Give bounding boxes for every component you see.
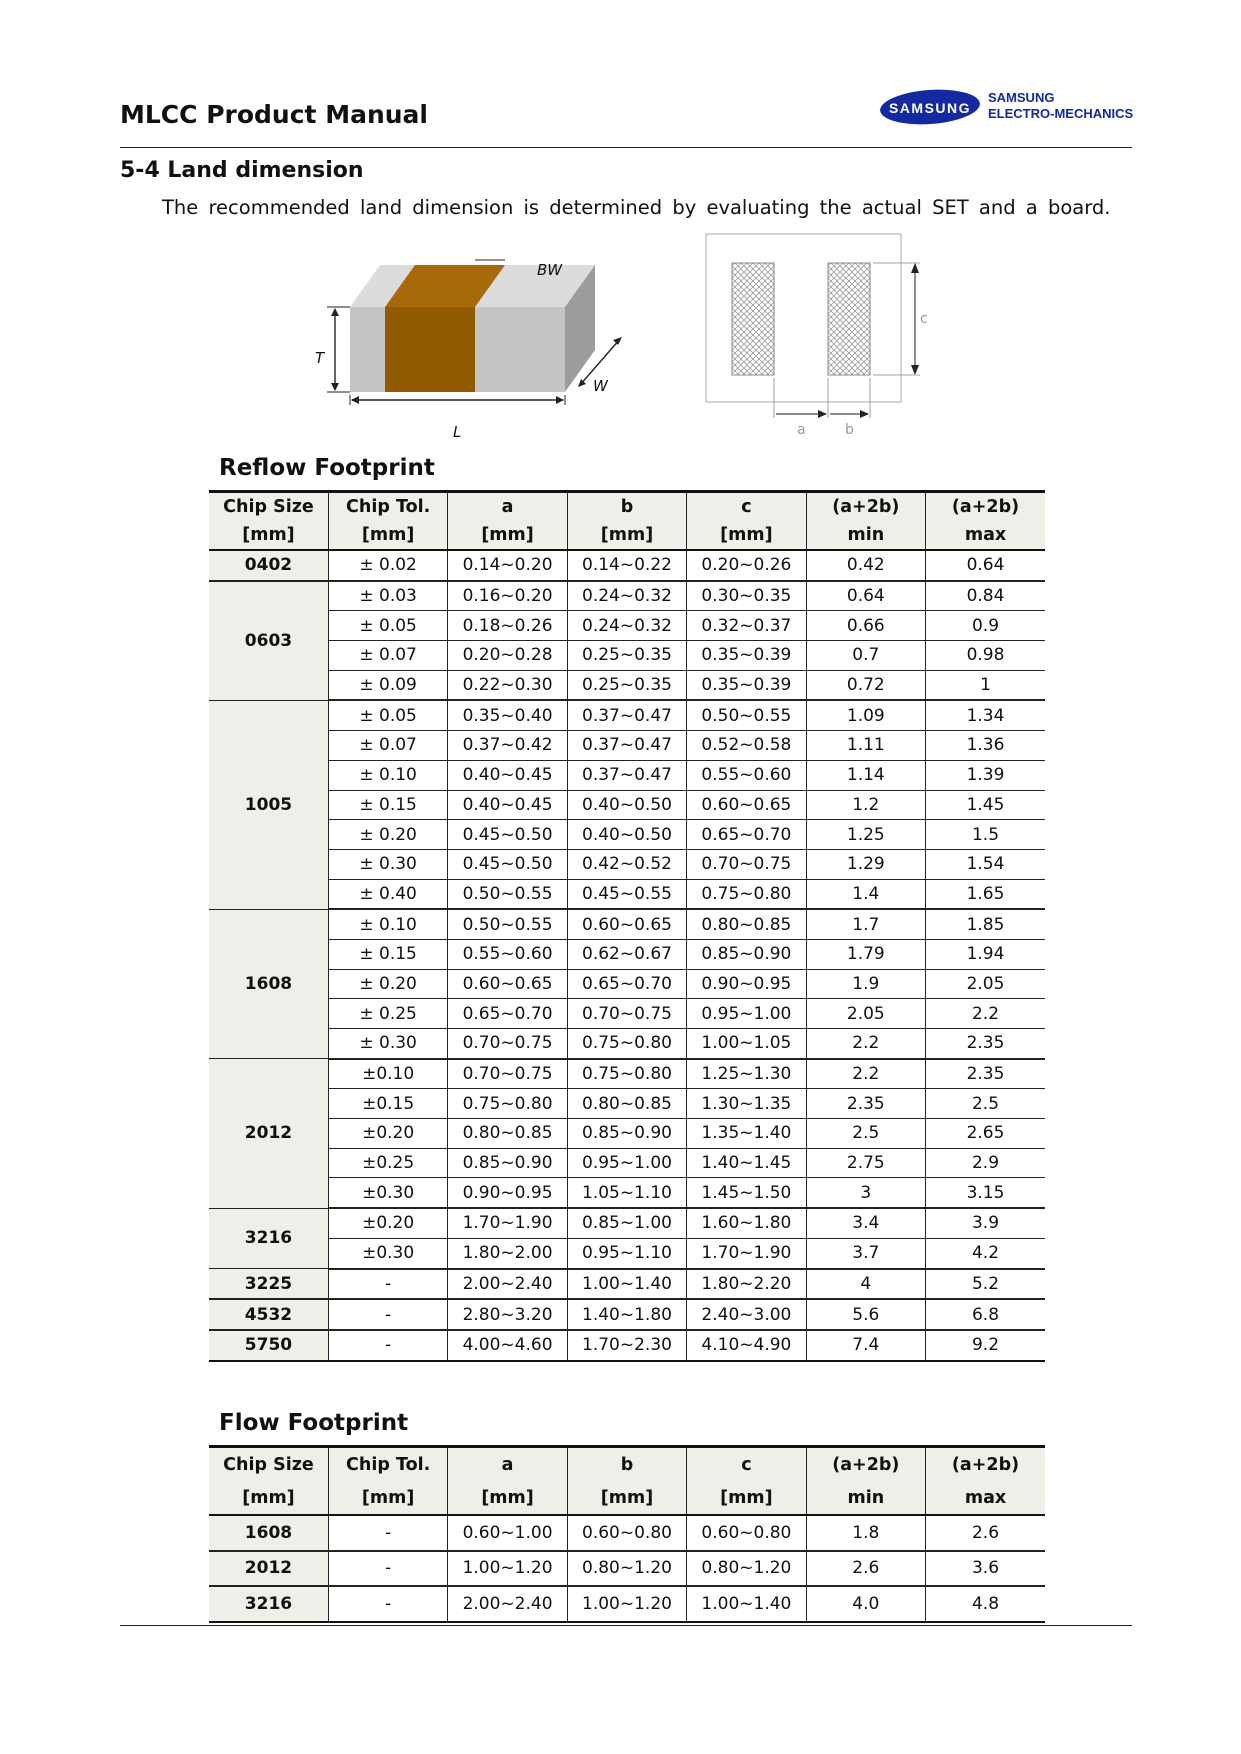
b-range-cell: 0.75~0.80 xyxy=(567,1059,686,1089)
intro-text: The recommended land dimension is determined by evaluating the actual SET and a board. xyxy=(162,196,1111,219)
a2b-max-cell: 0.64 xyxy=(926,550,1045,581)
chip-size-cell: 1608 xyxy=(209,909,328,1058)
a2b-max-cell: 9.2 xyxy=(926,1330,1045,1361)
chip-tol-cell: ± 0.02 xyxy=(328,550,447,581)
table-row xyxy=(209,1029,1045,1059)
b-range-cell: 1.00~1.20 xyxy=(567,1586,686,1622)
a2b-min-cell: 4.0 xyxy=(806,1586,925,1622)
b-range-cell: 0.62~0.67 xyxy=(567,939,686,969)
a2b-min-cell: 0.7 xyxy=(806,641,925,671)
b-range-cell: 0.24~0.32 xyxy=(567,611,686,641)
column-header-chip-size: [mm] xyxy=(209,1481,328,1515)
a2b-max-cell: 3.9 xyxy=(926,1208,1045,1238)
b-range-cell: 0.80~0.85 xyxy=(567,1089,686,1119)
header-divider xyxy=(120,147,1132,148)
a-range-cell: 0.85~0.90 xyxy=(448,1148,567,1178)
column-header-a2b-min: min xyxy=(806,521,925,550)
a-range-cell: 0.70~0.75 xyxy=(448,1059,567,1089)
a-range-cell: 0.40~0.45 xyxy=(448,790,567,820)
b-range-cell: 0.60~0.80 xyxy=(567,1515,686,1551)
b-range-cell: 0.25~0.35 xyxy=(567,670,686,700)
table-row xyxy=(209,1299,1045,1330)
a-range-cell: 4.00~4.60 xyxy=(448,1330,567,1361)
chip-size-cell: 3216 xyxy=(209,1586,328,1622)
column-header-a2b-min: (a+2b) xyxy=(806,492,925,522)
chip-label-bw: BW xyxy=(537,261,563,279)
table-row xyxy=(209,670,1045,700)
b-range-cell: 0.40~0.50 xyxy=(567,820,686,850)
b-range-cell: 0.95~1.10 xyxy=(567,1238,686,1268)
a2b-min-cell: 7.4 xyxy=(806,1330,925,1361)
table-row xyxy=(209,879,1045,909)
table-row xyxy=(209,820,1045,850)
a2b-min-cell: 3 xyxy=(806,1178,925,1208)
c-range-cell: 0.52~0.58 xyxy=(687,731,806,761)
a2b-max-cell: 4.8 xyxy=(926,1586,1045,1622)
b-range-cell: 0.80~1.20 xyxy=(567,1551,686,1587)
b-range-cell: 1.00~1.40 xyxy=(567,1269,686,1300)
chip-tol-cell: ±0.20 xyxy=(328,1208,447,1238)
table-row xyxy=(209,1586,1045,1622)
chip-tol-cell: ± 0.25 xyxy=(328,999,447,1029)
b-range-cell: 0.60~0.65 xyxy=(567,909,686,939)
c-range-cell: 1.35~1.40 xyxy=(687,1119,806,1149)
chip-tol-cell: - xyxy=(328,1269,447,1300)
a2b-max-cell: 5.2 xyxy=(926,1269,1045,1300)
table-row xyxy=(209,1059,1045,1089)
chip-tol-cell: ± 0.07 xyxy=(328,731,447,761)
a-range-cell: 0.40~0.45 xyxy=(448,760,567,790)
a-range-cell: 0.60~0.65 xyxy=(448,969,567,999)
chip-tol-cell: ±0.30 xyxy=(328,1238,447,1268)
a2b-min-cell: 4 xyxy=(806,1269,925,1300)
c-range-cell: 0.65~0.70 xyxy=(687,820,806,850)
a-range-cell: 0.70~0.75 xyxy=(448,1029,567,1059)
c-range-cell: 0.95~1.00 xyxy=(687,999,806,1029)
a-range-cell: 0.16~0.20 xyxy=(448,581,567,611)
a2b-max-cell: 2.5 xyxy=(926,1089,1045,1119)
b-range-cell: 0.95~1.00 xyxy=(567,1148,686,1178)
chip-tol-cell: ±0.10 xyxy=(328,1059,447,1089)
a2b-min-cell: 0.72 xyxy=(806,670,925,700)
reflow-footprint-caption: Reflow Footprint xyxy=(219,455,435,481)
c-range-cell: 0.60~0.80 xyxy=(687,1515,806,1551)
a-range-cell: 0.22~0.30 xyxy=(448,670,567,700)
table-row xyxy=(209,731,1045,761)
chip-tol-cell: ± 0.30 xyxy=(328,849,447,879)
chip-tol-cell: ± 0.20 xyxy=(328,969,447,999)
table-row xyxy=(209,581,1045,611)
c-range-cell: 1.30~1.35 xyxy=(687,1089,806,1119)
a2b-max-cell: 1.39 xyxy=(926,760,1045,790)
b-range-cell: 0.24~0.32 xyxy=(567,581,686,611)
c-range-cell: 0.35~0.39 xyxy=(687,641,806,671)
chip-tol-cell: - xyxy=(328,1330,447,1361)
b-range-cell: 1.05~1.10 xyxy=(567,1178,686,1208)
chip-size-cell: 3225 xyxy=(209,1269,328,1300)
section-title: 5-4 Land dimension xyxy=(120,158,364,183)
b-range-cell: 0.25~0.35 xyxy=(567,641,686,671)
chip-size-cell: 5750 xyxy=(209,1330,328,1361)
table-header-row xyxy=(209,492,1045,522)
land-label-a: a xyxy=(797,422,806,438)
a-range-cell: 2.00~2.40 xyxy=(448,1269,567,1300)
a2b-max-cell: 2.9 xyxy=(926,1148,1045,1178)
chip-tol-cell: ± 0.30 xyxy=(328,1029,447,1059)
column-header-a2b-min: (a+2b) xyxy=(806,1447,925,1482)
chip-size-cell: 1608 xyxy=(209,1515,328,1551)
column-header-a: [mm] xyxy=(448,521,567,550)
table-row xyxy=(209,790,1045,820)
table-header-row xyxy=(209,1481,1045,1515)
column-header-c: [mm] xyxy=(687,521,806,550)
a-range-cell: 0.45~0.50 xyxy=(448,849,567,879)
column-header-b: b xyxy=(567,1447,686,1482)
a2b-max-cell: 2.6 xyxy=(926,1515,1045,1551)
column-header-c: [mm] xyxy=(687,1481,806,1515)
table-row xyxy=(209,1330,1045,1361)
a2b-min-cell: 2.75 xyxy=(806,1148,925,1178)
chip-label-w: W xyxy=(593,377,608,395)
a2b-max-cell: 3.6 xyxy=(926,1551,1045,1587)
table-row xyxy=(209,1551,1045,1587)
a2b-max-cell: 0.9 xyxy=(926,611,1045,641)
table-row xyxy=(209,1148,1045,1178)
chip-tol-cell: ±0.20 xyxy=(328,1119,447,1149)
column-header-c: c xyxy=(687,1447,806,1482)
a2b-max-cell: 1.36 xyxy=(926,731,1045,761)
table-row xyxy=(209,700,1045,730)
a-range-cell: 1.70~1.90 xyxy=(448,1208,567,1238)
column-header-a2b-max: (a+2b) xyxy=(926,1447,1045,1482)
chip-tol-cell: - xyxy=(328,1551,447,1587)
c-range-cell: 1.25~1.30 xyxy=(687,1059,806,1089)
a2b-max-cell: 2.65 xyxy=(926,1119,1045,1149)
land-pattern-figure xyxy=(705,233,950,443)
table-row xyxy=(209,1238,1045,1268)
b-range-cell: 0.37~0.47 xyxy=(567,760,686,790)
a2b-max-cell: 1.54 xyxy=(926,849,1045,879)
column-header-b: b xyxy=(567,492,686,522)
column-header-a2b-min: min xyxy=(806,1481,925,1515)
b-range-cell: 0.85~1.00 xyxy=(567,1208,686,1238)
chip-tol-cell: ± 0.15 xyxy=(328,939,447,969)
c-range-cell: 1.80~2.20 xyxy=(687,1269,806,1300)
b-range-cell: 0.75~0.80 xyxy=(567,1029,686,1059)
column-header-b: [mm] xyxy=(567,1481,686,1515)
c-range-cell: 1.40~1.45 xyxy=(687,1148,806,1178)
a2b-max-cell: 0.98 xyxy=(926,641,1045,671)
c-range-cell: 4.10~4.90 xyxy=(687,1330,806,1361)
column-header-chip-size: [mm] xyxy=(209,521,328,550)
a2b-min-cell: 1.25 xyxy=(806,820,925,850)
a2b-max-cell: 6.8 xyxy=(926,1299,1045,1330)
chip-tol-cell: ± 0.09 xyxy=(328,670,447,700)
b-range-cell: 1.70~2.30 xyxy=(567,1330,686,1361)
chip-size-cell: 4532 xyxy=(209,1299,328,1330)
b-range-cell: 0.37~0.47 xyxy=(567,700,686,730)
b-range-cell: 0.42~0.52 xyxy=(567,849,686,879)
c-range-cell: 0.75~0.80 xyxy=(687,879,806,909)
chip-tol-cell: ± 0.20 xyxy=(328,820,447,850)
a2b-min-cell: 3.4 xyxy=(806,1208,925,1238)
a-range-cell: 0.14~0.20 xyxy=(448,550,567,581)
a-range-cell: 0.50~0.55 xyxy=(448,879,567,909)
a2b-min-cell: 0.66 xyxy=(806,611,925,641)
column-header-a: a xyxy=(448,1447,567,1482)
c-range-cell: 1.45~1.50 xyxy=(687,1178,806,1208)
a-range-cell: 0.80~0.85 xyxy=(448,1119,567,1149)
table-row xyxy=(209,849,1045,879)
table-row xyxy=(209,550,1045,581)
c-range-cell: 0.30~0.35 xyxy=(687,581,806,611)
a2b-min-cell: 3.7 xyxy=(806,1238,925,1268)
table-row xyxy=(209,999,1045,1029)
a2b-min-cell: 1.29 xyxy=(806,849,925,879)
table-row xyxy=(209,1515,1045,1551)
flow-footprint-caption: Flow Footprint xyxy=(219,1410,409,1436)
column-header-chip-size: Chip Size xyxy=(209,1447,328,1482)
column-header-c: c xyxy=(687,492,806,522)
logo-badge-text: SAMSUNG xyxy=(888,100,972,116)
a-range-cell: 0.37~0.42 xyxy=(448,731,567,761)
c-range-cell: 1.70~1.90 xyxy=(687,1238,806,1268)
a-range-cell: 0.75~0.80 xyxy=(448,1089,567,1119)
chip-tol-cell: ±0.15 xyxy=(328,1089,447,1119)
a2b-min-cell: 2.5 xyxy=(806,1119,925,1149)
a-range-cell: 1.80~2.00 xyxy=(448,1238,567,1268)
c-range-cell: 0.70~0.75 xyxy=(687,849,806,879)
chip-tol-cell: ± 0.10 xyxy=(328,760,447,790)
c-range-cell: 0.80~0.85 xyxy=(687,909,806,939)
b-range-cell: 0.85~0.90 xyxy=(567,1119,686,1149)
a2b-min-cell: 1.9 xyxy=(806,969,925,999)
b-range-cell: 0.70~0.75 xyxy=(567,999,686,1029)
a2b-min-cell: 0.42 xyxy=(806,550,925,581)
a2b-min-cell: 5.6 xyxy=(806,1299,925,1330)
c-range-cell: 0.50~0.55 xyxy=(687,700,806,730)
footer-divider xyxy=(120,1625,1132,1626)
a-range-cell: 0.18~0.26 xyxy=(448,611,567,641)
samsung-logo xyxy=(880,86,1135,128)
land-label-b: b xyxy=(845,422,854,438)
c-range-cell: 1.60~1.80 xyxy=(687,1208,806,1238)
column-header-chip-tol: [mm] xyxy=(328,1481,447,1515)
a2b-min-cell: 0.64 xyxy=(806,581,925,611)
chip-size-cell: 3216 xyxy=(209,1208,328,1268)
a2b-min-cell: 1.7 xyxy=(806,909,925,939)
a2b-min-cell: 1.79 xyxy=(806,939,925,969)
chip-label-l: L xyxy=(453,423,462,441)
column-header-a2b-max: max xyxy=(926,521,1045,550)
a-range-cell: 0.55~0.60 xyxy=(448,939,567,969)
chip-tol-cell: ± 0.07 xyxy=(328,641,447,671)
chip-tol-cell: ± 0.05 xyxy=(328,611,447,641)
a-range-cell: 0.20~0.28 xyxy=(448,641,567,671)
chip-tol-cell: ± 0.03 xyxy=(328,581,447,611)
table-row xyxy=(209,611,1045,641)
c-range-cell: 0.55~0.60 xyxy=(687,760,806,790)
column-header-chip-tol: [mm] xyxy=(328,521,447,550)
a2b-max-cell: 1.65 xyxy=(926,879,1045,909)
b-range-cell: 0.37~0.47 xyxy=(567,731,686,761)
chip-size-cell: 0402 xyxy=(209,550,328,581)
a2b-max-cell: 1.45 xyxy=(926,790,1045,820)
chip-tol-cell: - xyxy=(328,1586,447,1622)
table-row xyxy=(209,1119,1045,1149)
table-row xyxy=(209,641,1045,671)
a-range-cell: 0.45~0.50 xyxy=(448,820,567,850)
column-header-chip-tol: Chip Tol. xyxy=(328,492,447,522)
table-row xyxy=(209,1269,1045,1300)
table-row xyxy=(209,1178,1045,1208)
a2b-max-cell: 2.35 xyxy=(926,1059,1045,1089)
flow-footprint-table xyxy=(209,1445,1045,1623)
chip-size-cell: 2012 xyxy=(209,1551,328,1587)
column-header-b: [mm] xyxy=(567,521,686,550)
table-row xyxy=(209,939,1045,969)
a-range-cell: 0.90~0.95 xyxy=(448,1178,567,1208)
column-header-a: [mm] xyxy=(448,1481,567,1515)
chip-tol-cell: ±0.30 xyxy=(328,1178,447,1208)
a2b-min-cell: 2.2 xyxy=(806,1059,925,1089)
a-range-cell: 1.00~1.20 xyxy=(448,1551,567,1587)
c-range-cell: 1.00~1.40 xyxy=(687,1586,806,1622)
c-range-cell: 0.60~0.65 xyxy=(687,790,806,820)
a2b-max-cell: 1.94 xyxy=(926,939,1045,969)
a-range-cell: 0.65~0.70 xyxy=(448,999,567,1029)
a-range-cell: 0.35~0.40 xyxy=(448,700,567,730)
a2b-max-cell: 2.05 xyxy=(926,969,1045,999)
table-header-row xyxy=(209,1447,1045,1482)
chip-tol-cell: - xyxy=(328,1515,447,1551)
b-range-cell: 0.14~0.22 xyxy=(567,550,686,581)
a2b-min-cell: 1.11 xyxy=(806,731,925,761)
table-row xyxy=(209,909,1045,939)
c-range-cell: 2.40~3.00 xyxy=(687,1299,806,1330)
chip-tol-cell: ± 0.40 xyxy=(328,879,447,909)
land-label-c: c xyxy=(920,311,928,327)
a2b-min-cell: 2.05 xyxy=(806,999,925,1029)
chip-size-cell: 1005 xyxy=(209,700,328,909)
b-range-cell: 0.40~0.50 xyxy=(567,790,686,820)
a2b-max-cell: 1.5 xyxy=(926,820,1045,850)
a2b-max-cell: 2.2 xyxy=(926,999,1045,1029)
a2b-min-cell: 1.8 xyxy=(806,1515,925,1551)
reflow-footprint-table xyxy=(209,490,1045,1362)
c-range-cell: 1.00~1.05 xyxy=(687,1029,806,1059)
column-header-a2b-max: max xyxy=(926,1481,1045,1515)
a2b-min-cell: 1.4 xyxy=(806,879,925,909)
table-row xyxy=(209,1208,1045,1238)
chip-tol-cell: ±0.25 xyxy=(328,1148,447,1178)
a2b-min-cell: 1.2 xyxy=(806,790,925,820)
page-title: MLCC Product Manual xyxy=(120,100,428,129)
a-range-cell: 2.00~2.40 xyxy=(448,1586,567,1622)
c-range-cell: 0.80~1.20 xyxy=(687,1551,806,1587)
a2b-min-cell: 2.35 xyxy=(806,1089,925,1119)
a2b-min-cell: 1.09 xyxy=(806,700,925,730)
c-range-cell: 0.90~0.95 xyxy=(687,969,806,999)
table-row xyxy=(209,969,1045,999)
column-header-a: a xyxy=(448,492,567,522)
chip-tol-cell: - xyxy=(328,1299,447,1330)
a2b-max-cell: 1 xyxy=(926,670,1045,700)
c-range-cell: 0.32~0.37 xyxy=(687,611,806,641)
c-range-cell: 0.35~0.39 xyxy=(687,670,806,700)
a2b-max-cell: 4.2 xyxy=(926,1238,1045,1268)
c-range-cell: 0.85~0.90 xyxy=(687,939,806,969)
chip-dimension-figure xyxy=(315,255,635,450)
column-header-a2b-max: (a+2b) xyxy=(926,492,1045,522)
chip-tol-cell: ± 0.15 xyxy=(328,790,447,820)
column-header-chip-tol: Chip Tol. xyxy=(328,1447,447,1482)
a2b-max-cell: 3.15 xyxy=(926,1178,1045,1208)
logo-line2: ELECTRO-MECHANICS xyxy=(988,106,1134,121)
chip-tol-cell: ± 0.05 xyxy=(328,700,447,730)
a-range-cell: 0.50~0.55 xyxy=(448,909,567,939)
b-range-cell: 1.40~1.80 xyxy=(567,1299,686,1330)
a2b-min-cell: 2.2 xyxy=(806,1029,925,1059)
table-row xyxy=(209,760,1045,790)
b-range-cell: 0.45~0.55 xyxy=(567,879,686,909)
a2b-min-cell: 1.14 xyxy=(806,760,925,790)
a2b-max-cell: 1.85 xyxy=(926,909,1045,939)
a2b-max-cell: 2.35 xyxy=(926,1029,1045,1059)
a-range-cell: 0.60~1.00 xyxy=(448,1515,567,1551)
chip-size-cell: 2012 xyxy=(209,1059,328,1208)
chip-label-t: T xyxy=(315,349,325,367)
c-range-cell: 0.20~0.26 xyxy=(687,550,806,581)
a2b-max-cell: 1.34 xyxy=(926,700,1045,730)
chip-size-cell: 0603 xyxy=(209,581,328,701)
column-header-chip-size: Chip Size xyxy=(209,492,328,522)
table-header-row xyxy=(209,521,1045,550)
b-range-cell: 0.65~0.70 xyxy=(567,969,686,999)
a2b-min-cell: 2.6 xyxy=(806,1551,925,1587)
table-row xyxy=(209,1089,1045,1119)
logo-line1: SAMSUNG xyxy=(988,90,1055,105)
a2b-max-cell: 0.84 xyxy=(926,581,1045,611)
a-range-cell: 2.80~3.20 xyxy=(448,1299,567,1330)
chip-tol-cell: ± 0.10 xyxy=(328,909,447,939)
